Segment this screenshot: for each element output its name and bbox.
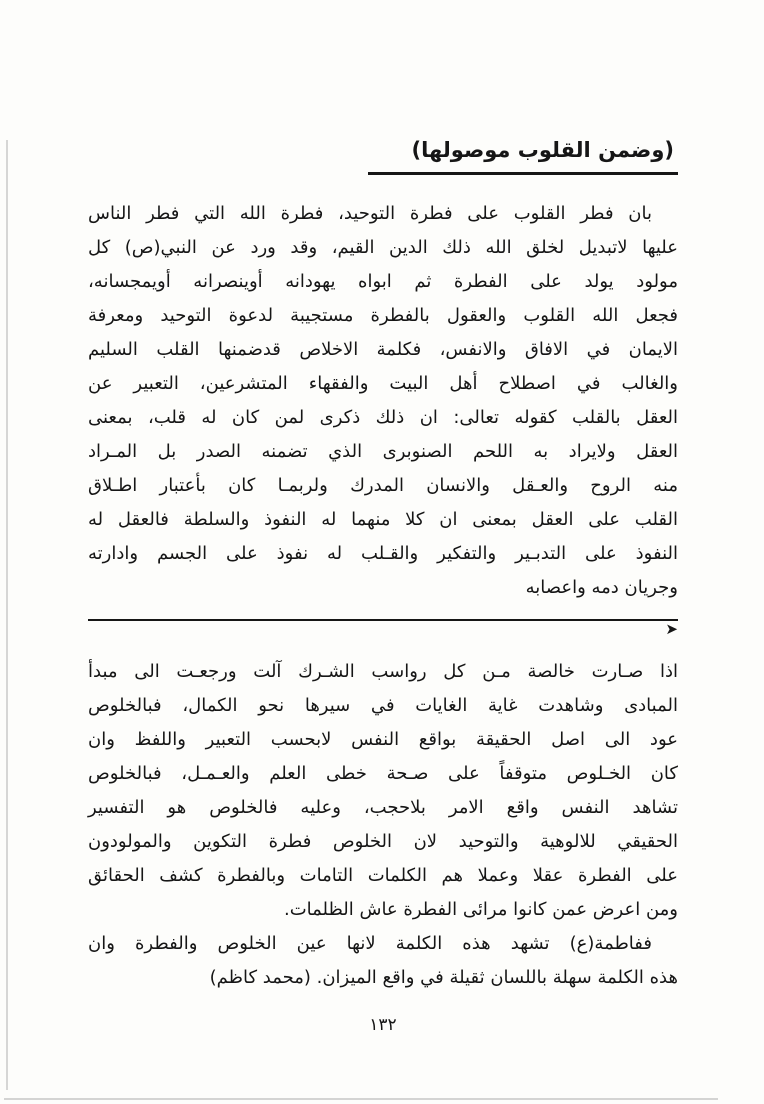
text-line: اذا صـارت خالصة مـن كل رواسب الشـرك آلت ورجعـت الى مبدأ [88, 661, 678, 682]
text-line: منه الروح والعـقل والانسان المدرك ولربمـا كان بأعتبار اطـلاق [88, 475, 678, 496]
section-heading-text: (وضمن القلوب موصولها) [368, 138, 678, 175]
text-line: العقل ولايراد به اللحم الصنوبرى الذي تضمنه الصدر بل المـراد [88, 441, 678, 462]
text-line: كان الخـلوص متوقفاً على صـحة خطى العلم والعـمـل، فبالخلوص [88, 763, 678, 784]
page-number: ١٣٢ [369, 1015, 397, 1035]
text-line: العقل بالقلب كقوله تعالى: ان ذلك ذكرى لمن كان له قلب، بمعنى [88, 407, 678, 428]
page-content [88, 0, 678, 1035]
text-line: فجعل الله القلوب والعقول بالفطرة مستجيبة لدعوة التوحيد ومعرفة [88, 305, 678, 326]
arrow-right-icon: ➤ [665, 620, 678, 638]
text-line: الحقيقي للالوهية والتوحيد لان الخلوص فطرة التكوين والمولودون [88, 831, 678, 852]
text-line: على الفطرة عقلا وعملا هم الكلمات التامات وبالفطرة كشف الحقائق [88, 865, 678, 886]
scan-edge-artifact-left [6, 140, 8, 1090]
text-line: ومن اعرض عمن كانوا مرائى الفطرة عاش الظلمات. [283, 899, 678, 920]
text-line: مولود يولد على الفطرة ثم ابواه يهودانه أوينصرانه أويمجسانه، [88, 271, 678, 292]
divider-rule [88, 619, 678, 621]
text-line: والغالب في اصطلاح أهل البيت والفقهاء المتشرعين، التعبير عن [88, 373, 678, 394]
text-line: عود الى اصل الحقيقة بواقع النفس لابحسب التعبير واللفظ وان [88, 729, 678, 750]
text-line: تشاهد النفس واقع الامر بلاحجب، وعليه فالخلوص هو التفسير [88, 797, 678, 818]
text-line: ففاطمة(ع) تشهد هذه الكلمة لانها عين الخلوص والفطرة وان [88, 933, 652, 954]
paragraph-khulus [88, 655, 678, 927]
section-divider [88, 619, 678, 655]
scan-edge-artifact-bottom [4, 1098, 718, 1100]
text-line: هذه الكلمة سهلة باللسان ثقيلة في واقع الميزان. (محمد كاظم) [209, 967, 678, 988]
section-heading [88, 138, 678, 175]
text-line: بان فطر القلوب على فطرة التوحيد، فطرة الله التي فطر الناس [88, 203, 652, 224]
text-line: المبادى وشاهدت غاية الغايات في سيرها نحو الكمال، فبالخلوص [88, 695, 678, 716]
text-line: القلب على العقل بمعنى ان كلا منهما له النفوذ والسلطة فالعقل له [88, 509, 678, 530]
paragraph-fatima-conclusion [88, 927, 678, 995]
text-line: النفوذ على التدبـير والتفكير والقـلب له نفوذ على الجسم وادارته [88, 543, 678, 564]
text-line: الايمان في الافاق والانفس، فكلمة الاخلاص قدضمنها القلب السليم [88, 339, 678, 360]
text-line: عليها لاتبديل لخلق الله ذلك الدين القيم، وقد ورد عن النبي(ص) كل [88, 237, 678, 258]
text-line: وجريان دمه واعصابه [525, 577, 678, 598]
paragraph-fitra-tawhid [88, 197, 678, 605]
